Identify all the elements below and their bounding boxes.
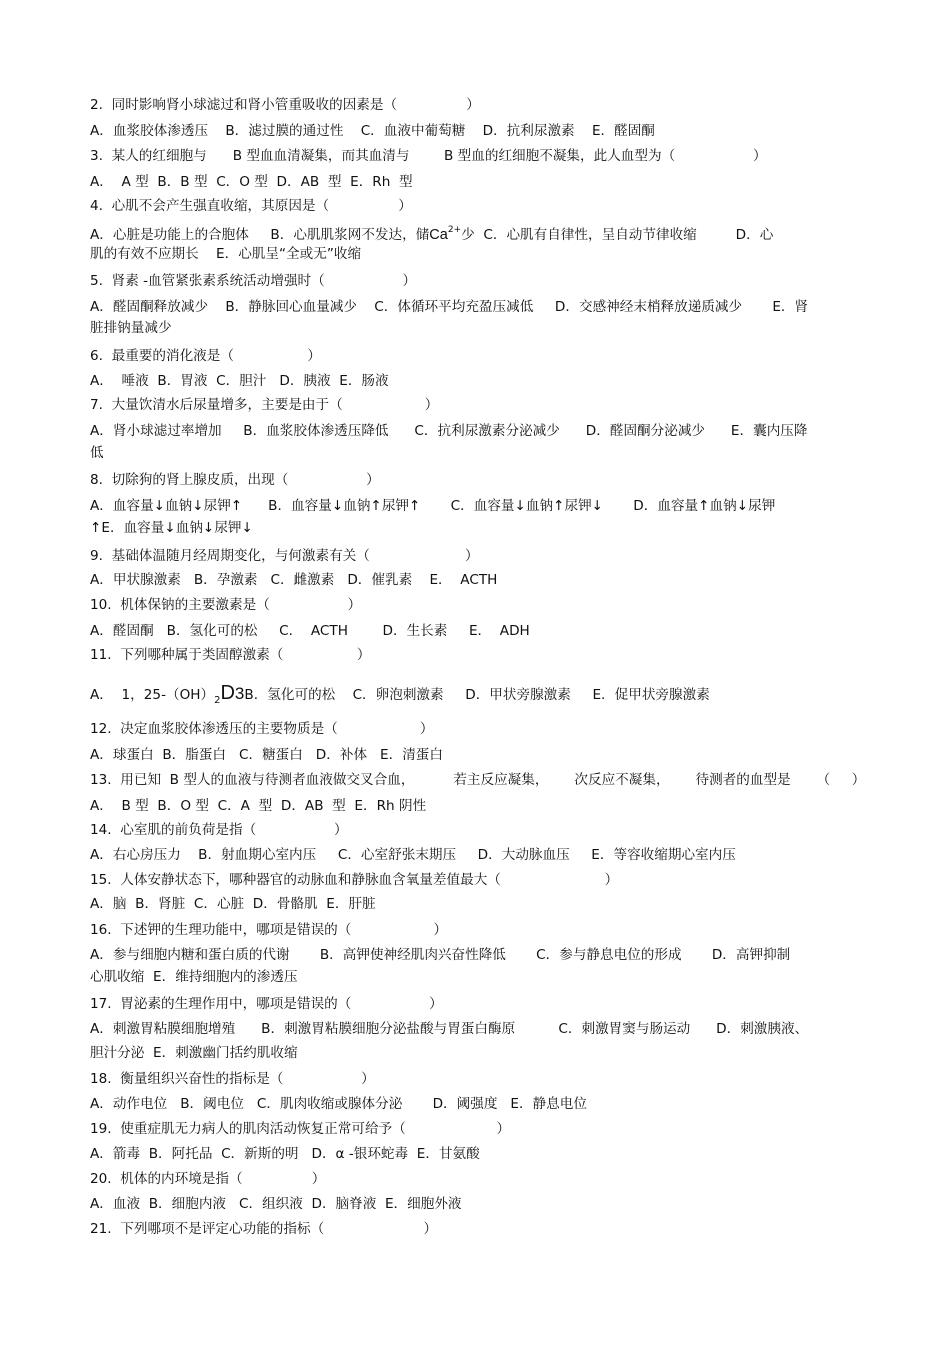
options-11 xyxy=(90,680,870,714)
question-8: 8. 切除狗的肾上腺皮质，出现（ ） xyxy=(90,472,380,488)
question-6: 6. 最重要的消化液是（ ） xyxy=(90,348,322,364)
options-11-part-a: A． 1，25-（OH） xyxy=(90,687,215,703)
options-7-line-1: A．肾小球滤过率增加 B．血浆胶体渗透压降低 C．抗利尿激素分泌减少 D．醛固酮分泌减少 E．囊内压降 xyxy=(90,423,808,439)
options-4-line-1 xyxy=(90,220,870,245)
options-12: A．球蛋白 B．脂蛋白 C．糖蛋白 D．补体 E．清蛋白 xyxy=(90,747,443,763)
question-21: 21. 下列哪项不是评定心功能的指标（ ） xyxy=(90,1221,438,1237)
options-5-line-1: A．醛固酮释放减少 B．静脉回心血量减少 C．体循环平均充盈压减低 D．交感神经末梢释放递质减少 E．肾 xyxy=(90,299,809,315)
question-12: 12. 决定血浆胶体渗透压的主要物质是（ ） xyxy=(90,721,434,737)
options-9: A．甲状腺激素 B．孕激素 C．雌激素 D．催乳素 E． ACTH xyxy=(90,572,498,588)
options-17-line-2: 胆汁分泌 E．刺激幽门括约肌收缩 xyxy=(90,1045,298,1061)
options-17-line-1: A．刺激胃粘膜细胞增殖 B．刺激胃粘膜细胞分泌盐酸与胃蛋白酶原 C．刺激胃窦与肠运动 D．刺激胰液、 xyxy=(90,1021,809,1037)
question-17: 17. 胃泌素的生理作用中，哪项是错误的（ ） xyxy=(90,996,443,1012)
calcium-charge: 2+ xyxy=(447,225,462,235)
question-5: 5. 肾素 -血管紧张素系统活动增强时（ ） xyxy=(90,273,417,289)
question-2: 2. 同时影响肾小球滤过和肾小管重吸收的因素是（ ） xyxy=(90,97,480,113)
question-7: 7. 大量饮清水后尿量增多，主要是由于（ ） xyxy=(90,397,439,413)
options-19: A．箭毒 B．阿托品 C．新斯的明 D．α -银环蛇毒 E．甘氨酸 xyxy=(90,1146,480,1162)
options-3: A． A 型 B．B 型 C．O 型 D．AB 型 E．Rh 型 xyxy=(90,174,413,190)
question-4: 4. 心肌不会产生强直收缩，其原因是（ ） xyxy=(90,198,412,214)
question-15: 15. 人体安静状态下，哪种器官的动脉血和静脉血含氧量差值最大（ ） xyxy=(90,872,619,888)
options-4-part-b: 少 C．心肌有自律性，呈自动节律收缩 D．心 xyxy=(461,227,774,243)
question-20: 20. 机体的内环境是指（ ） xyxy=(90,1171,326,1187)
question-10: 10. 机体保钠的主要激素是（ ） xyxy=(90,597,362,613)
question-18: 18. 衡量组织兴奋性的指标是（ ） xyxy=(90,1071,375,1087)
options-2: A．血浆胶体渗透压 B．滤过膜的通过性 C．血液中葡萄糖 D．抗利尿激素 E．醛固酮 xyxy=(90,123,655,139)
options-15: A．脑 B．肾脏 C．心脏 D．骨骼肌 E．肝脏 xyxy=(90,896,376,912)
question-13: 13. 用已知 B 型人的血液与待测者血液做交叉合血， 若主反应凝集， 次反应不凝集， 待测者的血型是 （ ） xyxy=(90,772,866,788)
question-14: 14. 心室肌的前负荷是指（ ） xyxy=(90,822,348,838)
options-16-line-2: 心肌收缩 E．维持细胞内的渗透压 xyxy=(90,969,298,985)
calcium-symbol: Ca xyxy=(429,227,448,243)
options-13: A． B 型 B．O 型 C．A 型 D．AB 型 E．Rh 阴性 xyxy=(90,798,427,814)
options-16-line-1: A．参与细胞内糖和蛋白质的代谢 B．高钾使神经肌肉兴奋性降低 C．参与静息电位的形成 D．高钾抑制 xyxy=(90,947,791,963)
options-11-part-b: B．氢化可的松 C．卵泡刺激素 D．甲状旁腺激素 E．促甲状旁腺激素 xyxy=(244,687,710,703)
options-14: A．右心房压力 B．射血期心室内压 C．心室舒张末期压 D．大动脉血压 E．等容收缩期心室内压 xyxy=(90,847,736,863)
vitamin-d-letter: D xyxy=(220,682,235,704)
options-10: A．醛固酮 B．氢化可的松 C． ACTH D．生长素 E． ADH xyxy=(90,623,530,639)
question-3: 3. 某人的红细胞与 B 型血血清凝集，而其血清与 B 型血的红细胞不凝集，此人血型为（ ） xyxy=(90,148,767,164)
options-4-line-2: 肌的有效不应期长 E．心肌呈“全或无”收缩 xyxy=(90,246,362,262)
subscript-two: 2 xyxy=(214,695,221,706)
question-19: 19. 使重症肌无力病人的肌肉活动恢复正常可给予（ ） xyxy=(90,1121,511,1137)
options-8-line-2: ↑E．血容量↓血钠↓尿钾↓ xyxy=(90,520,253,536)
question-11: 11. 下列哪种属于类固醇激素（ ） xyxy=(90,647,371,663)
question-9: 9. 基础体温随月经周期变化，与何激素有关（ ） xyxy=(90,548,479,564)
options-5-line-2: 脏排钠量减少 xyxy=(90,320,172,336)
options-4-part-a: A．心脏是功能上的合胞体 B．心肌肌浆网不发达，储 xyxy=(90,227,430,243)
vitamin-d-number: 3 xyxy=(234,684,245,703)
options-6: A． 唾液 B．胃液 C．胆汁 D．胰液 E．肠液 xyxy=(90,373,389,389)
options-7-line-2: 低 xyxy=(90,445,104,461)
options-20: A．血液 B．细胞内液 C．组织液 D．脑脊液 E．细胞外液 xyxy=(90,1196,462,1212)
options-18: A．动作电位 B．阈电位 C．肌肉收缩或腺体分泌 D．阈强度 E．静息电位 xyxy=(90,1096,587,1112)
question-16: 16. 下述钾的生理功能中，哪项是错误的（ ） xyxy=(90,922,448,938)
options-8-line-1: A．血容量↓血钠↓尿钾↑ B．血容量↓血钠↑尿钾↑ C．血容量↓血钠↑尿钾↓ D．血容量↑血钠↓尿钾 xyxy=(90,498,776,514)
